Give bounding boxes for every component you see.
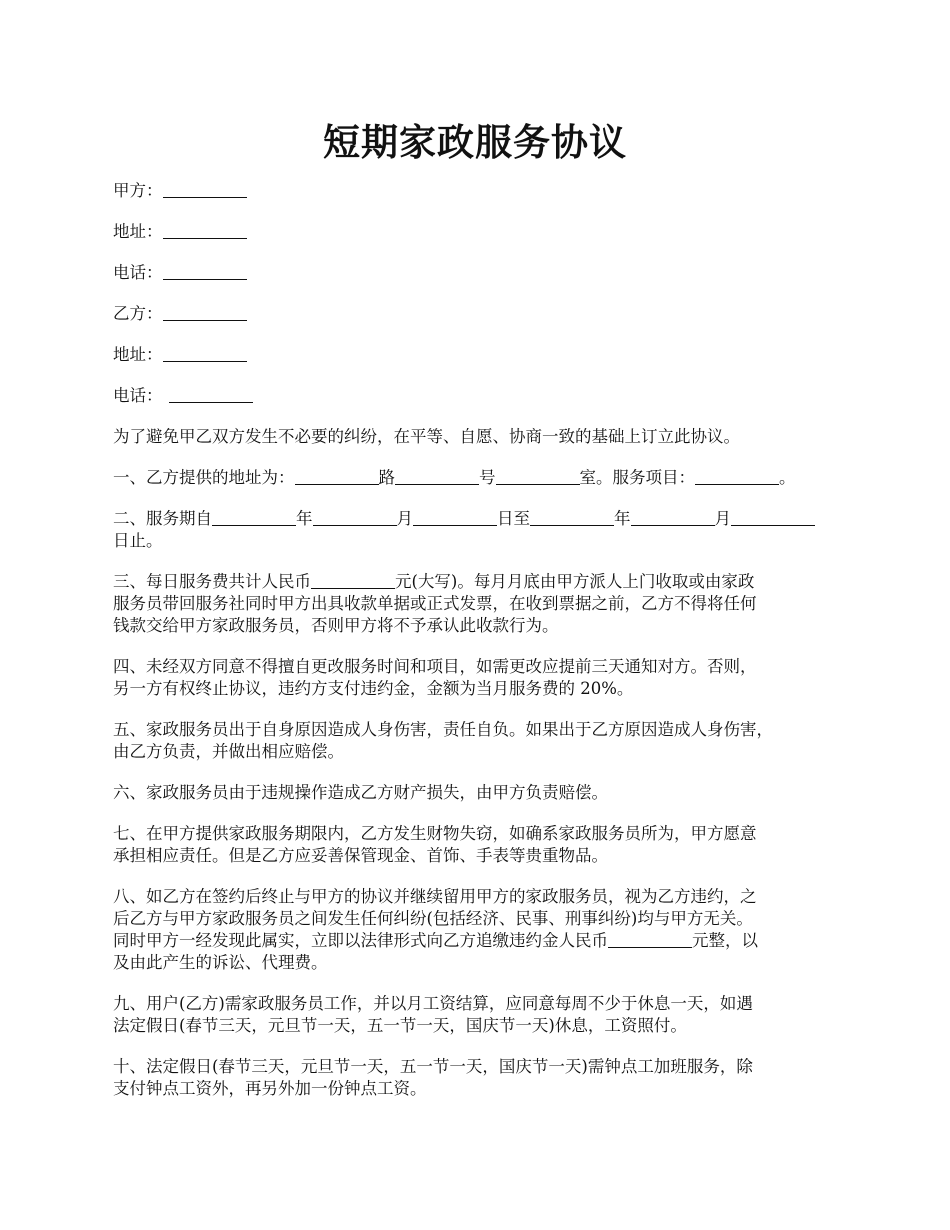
clause-2 [113,508,858,552]
party-b-address-label: 地址： [113,345,163,364]
end-month-blank [631,524,715,526]
party-b-address-blank [163,360,247,362]
clause-2-text-d: 日至 [497,509,530,528]
clause-3-text-b: 元(大写)。每月月底由甲方派人上门收取或由家政 [395,572,755,591]
number-blank [395,483,479,485]
road-blank [295,483,379,485]
clause-9 [113,993,858,1037]
clause-10 [113,1056,858,1100]
clause-9-line-2: 法定假日(春节三天，元旦节一天，五一节一天，国庆节一天)休息，工资照付。 [113,1016,687,1035]
party-b-phone-blank [169,401,253,403]
start-month-blank [313,524,397,526]
party-b-label: 乙方： [113,304,163,323]
clause-2-text-a: 二、服务期自 [113,509,212,528]
clause-4-line-1: 四、未经双方同意不得擅自更改服务时间和项目，如需更改应提前三天通知对方。否则， [113,657,757,676]
clause-5 [113,719,858,763]
penalty-amount-blank [608,946,692,948]
clause-9-line-1: 九、用户(乙方)需家政服务员工作，并以月工资结算，应同意每周不少于休息一天，如遇 [113,994,753,1013]
clause-4-line-2: 另一方有权终止协议，违约方支付违约金，金额为当月服务费的 20%。 [113,679,634,698]
party-a-phone-field [113,262,858,284]
document-title: 短期家政服务协议 [323,120,627,164]
clause-7-line-2: 承担相应责任。但是乙方应妥善保管现金、首饰、手表等贵重物品。 [113,846,608,865]
start-year-blank [212,524,296,526]
clause-6 [113,782,858,804]
clause-1-text-d: 室。服务项目： [579,468,695,487]
clause-2-text-b: 年 [296,509,313,528]
clause-5-line-1: 五、家政服务员出于自身原因造成人身伤害，责任自负。如果出于乙方原因造成人身伤害， [113,720,773,739]
party-a-label: 甲方： [113,181,163,200]
clause-4 [113,656,858,700]
clause-3-text-a: 三、每日服务费共计人民币 [113,572,311,591]
clause-1-text-e: 。 [779,468,796,487]
party-a-address-label: 地址： [113,222,163,241]
service-item-blank [695,483,779,485]
party-b-field [113,303,858,325]
clause-1-text-b: 路 [378,468,395,487]
clause-8-line-3b: 元整，以 [692,931,758,950]
room-blank [496,483,580,485]
clause-8-line-3a: 同时甲方一经发现此属实，立即以法律形式向乙方追缴违约金人民币 [113,931,608,950]
clause-2-text-g: 日止。 [113,531,163,550]
daily-fee-blank [311,587,395,589]
clause-3-line-2: 服务员带回服务社同时甲方出具收款单据或正式发票，在收到票据之前，乙方不得将任何 [113,594,757,613]
party-b-blank [163,319,247,321]
end-year-blank [530,524,614,526]
clause-1-text-a: 一、乙方提供的地址为： [113,468,295,487]
clause-1 [113,467,858,489]
clause-8-line-4: 及由此产生的诉讼、代理费。 [113,953,328,972]
clause-2-text-c: 月 [396,509,413,528]
clause-7 [113,823,858,867]
party-a-blank [163,196,247,198]
party-a-address-field [113,221,858,243]
clause-10-line-2: 支付钟点工资外，再另外加一份钟点工资。 [113,1079,427,1098]
start-day-blank [413,524,497,526]
clause-8 [113,886,858,974]
party-b-phone-label: 电话： [113,386,163,405]
clause-5-line-2: 由乙方负责，并做出相应赔偿。 [113,742,344,761]
clause-10-line-1: 十、法定假日(春节三天，元旦节一天，五一节一天，国庆节一天)需钟点工加班服务，除 [113,1057,753,1076]
end-day-blank [731,524,815,526]
clause-8-line-2: 后乙方与甲方家政服务员之间发生任何纠纷(包括经济、民事、刑事纠纷)均与甲方无关。 [113,909,753,928]
party-a-phone-label: 电话： [113,263,163,282]
party-a-address-blank [163,237,247,239]
document-body [113,180,858,1119]
clause-3-line-3: 钱款交给甲方家政服务员，否则甲方将不予承认此收款行为。 [113,616,559,635]
clause-6-line-1: 六、家政服务员由于违规操作造成乙方财产损失，由甲方负责赔偿。 [113,783,608,802]
clause-8-line-1: 八、如乙方在签约后终止与甲方的协议并继续留用甲方的家政服务员，视为乙方违约，之 [113,887,757,906]
clause-3 [113,571,858,637]
party-b-phone-field [113,385,858,407]
clause-2-text-f: 月 [714,509,731,528]
clause-7-line-1: 七、在甲方提供家政服务期限内，乙方发生财物失窃，如确系家政服务员所为，甲方愿意 [113,824,757,843]
party-b-address-field [113,344,858,366]
intro-paragraph: 为了避免甲乙双方发生不必要的纠纷，在平等、自愿、协商一致的基础上订立此协议。 [113,427,740,446]
party-a-field [113,180,858,202]
clause-1-text-c: 号 [479,468,496,487]
clause-2-text-e: 年 [614,509,631,528]
party-a-phone-blank [163,278,247,280]
